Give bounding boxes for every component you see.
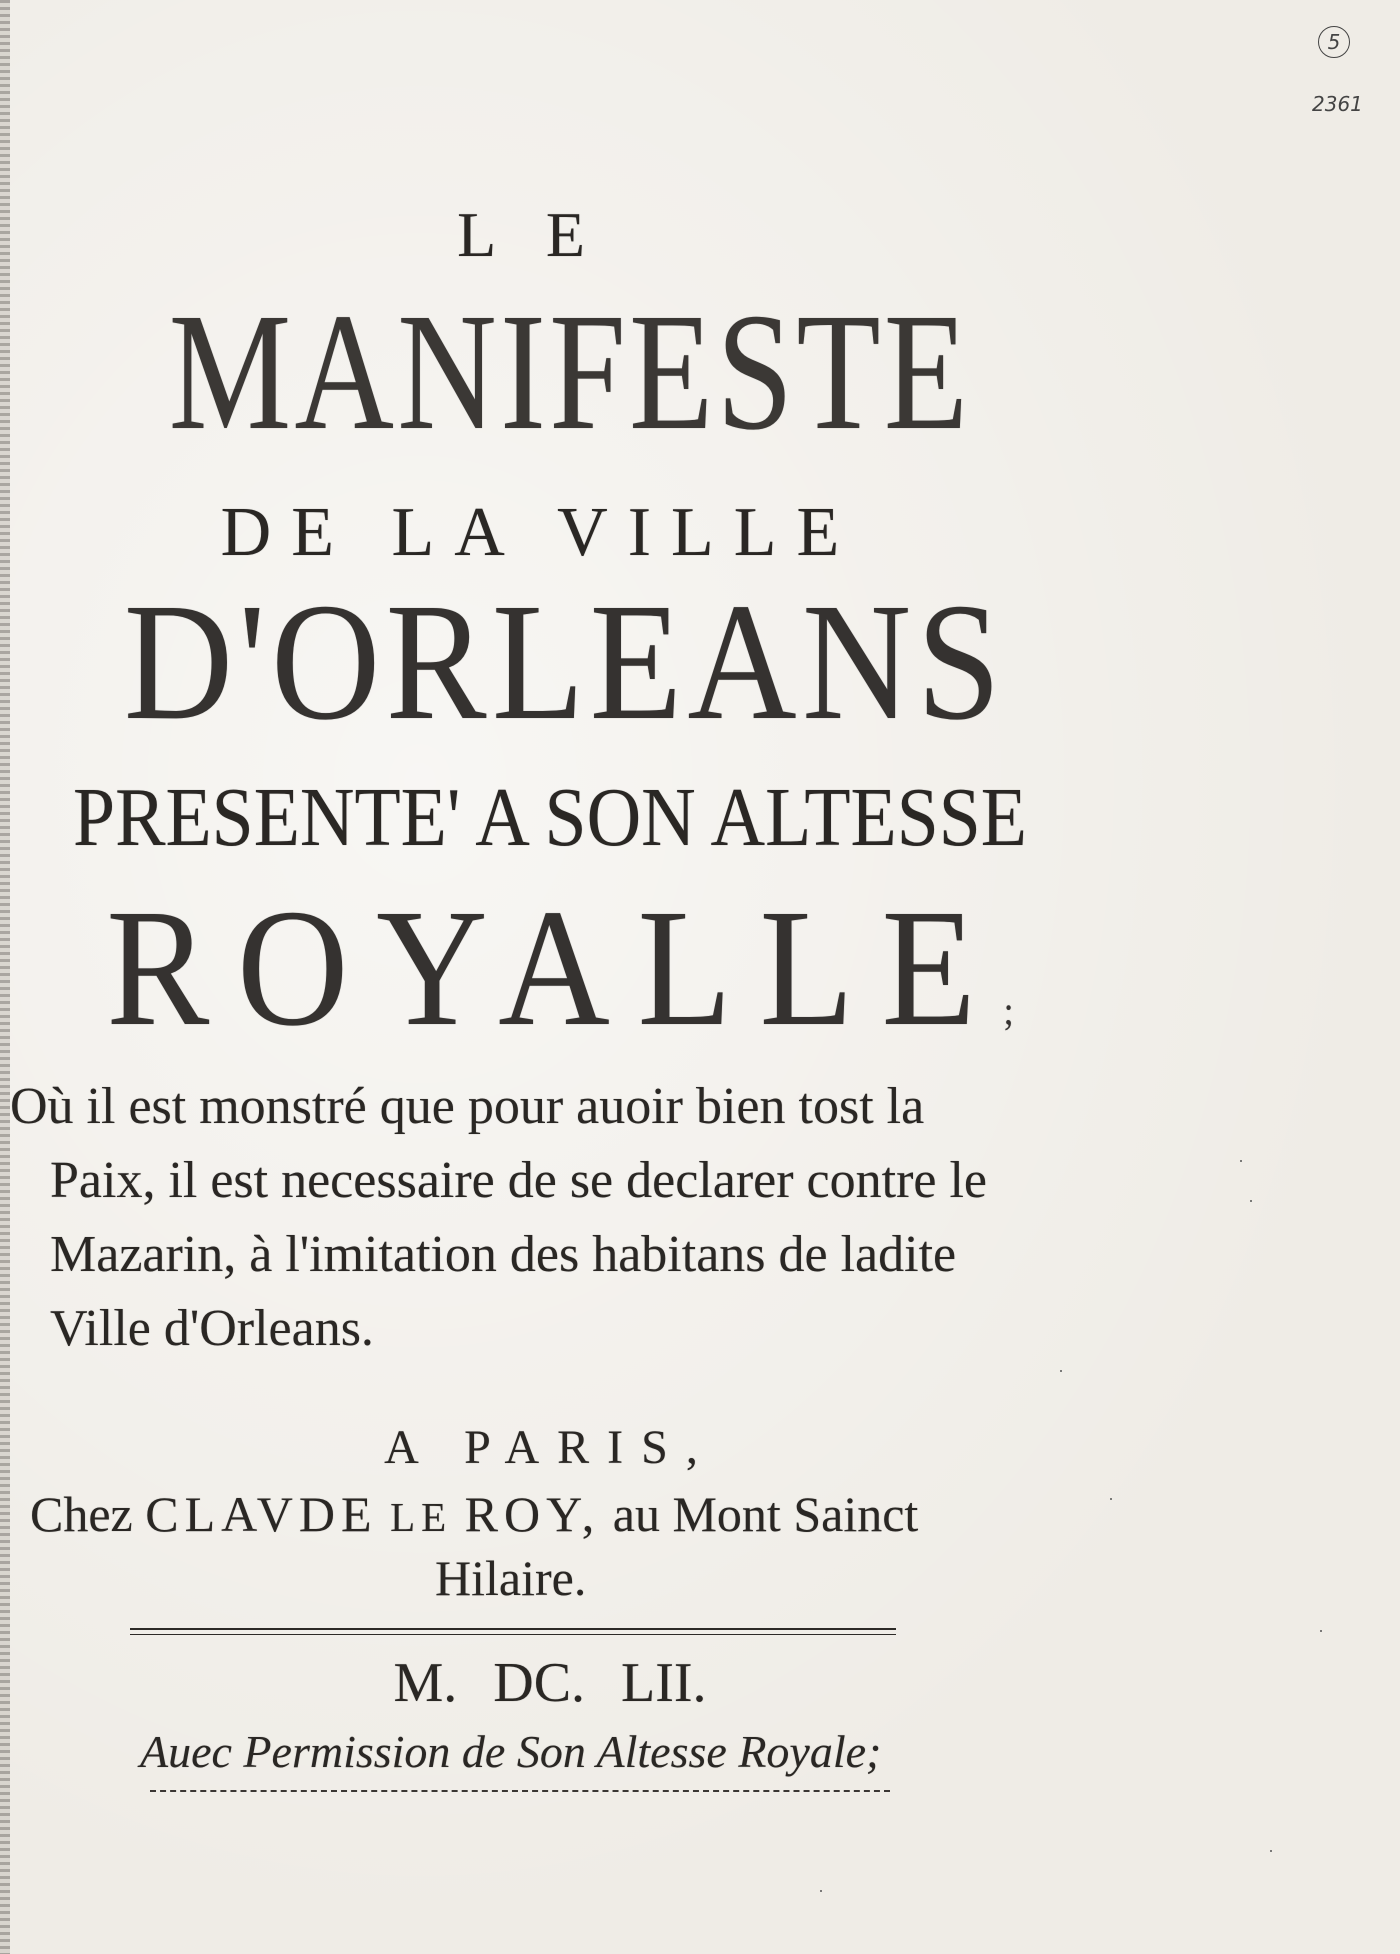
- page-binding-edge: [0, 0, 10, 1954]
- circled-number: 5: [1318, 26, 1350, 58]
- imprint-permission: Auec Permission de Son Altesse Royale;: [140, 1726, 882, 1777]
- shelf-code: 2361: [1312, 92, 1363, 116]
- title-dorleans: D'ORLEANS: [123, 569, 1007, 755]
- imprint-publisher-name-3: ROY,: [464, 1486, 601, 1542]
- speck: [1110, 1498, 1112, 1500]
- imprint-publisher-suffix: au Mont Sainct: [612, 1486, 919, 1542]
- speck: [1250, 1200, 1252, 1202]
- speck: [820, 1890, 822, 1892]
- speck: [1240, 1160, 1242, 1162]
- speck: [1270, 1850, 1272, 1852]
- title-presente: PRESENTE' A SON ALTESSE: [73, 771, 1027, 864]
- title-de-la-ville: DE LA VILLE: [220, 494, 860, 571]
- title-royalle-punct: ;: [1003, 988, 1014, 1033]
- subtitle-line-4: Ville d'Orleans.: [50, 1300, 374, 1357]
- imprint-publisher-name-2: LE: [390, 1494, 453, 1540]
- title-manifeste: MANIFESTE: [168, 279, 972, 465]
- speck: [1320, 1630, 1322, 1632]
- speck: [1060, 1370, 1062, 1372]
- divider-rule: [130, 1628, 896, 1635]
- imprint-publisher-prefix: Chez: [30, 1486, 133, 1542]
- subtitle-line-2: Paix, il est necessaire de se declarer contre le: [50, 1152, 987, 1209]
- imprint-city: A PARIS,: [384, 1421, 716, 1474]
- shelf-mark: [1318, 26, 1350, 58]
- imprint-publisher: [30, 1484, 1050, 1547]
- imprint-year: M. DC. LII.: [393, 1652, 707, 1714]
- permission-underline: [150, 1790, 890, 1792]
- title-royalle-text: ROYALLE: [106, 875, 1004, 1061]
- imprint-place-end: Hilaire.: [435, 1550, 587, 1606]
- imprint-publisher-name-1: CLAVDE: [145, 1486, 378, 1542]
- title-article: L E: [457, 199, 603, 270]
- subtitle-line-1: Où il est monstré que pour auoir bien tost la: [10, 1078, 925, 1135]
- title-royalle: [54, 875, 1066, 1101]
- subtitle-line-3: Mazarin, à l'imitation des habitans de ladite: [50, 1226, 957, 1283]
